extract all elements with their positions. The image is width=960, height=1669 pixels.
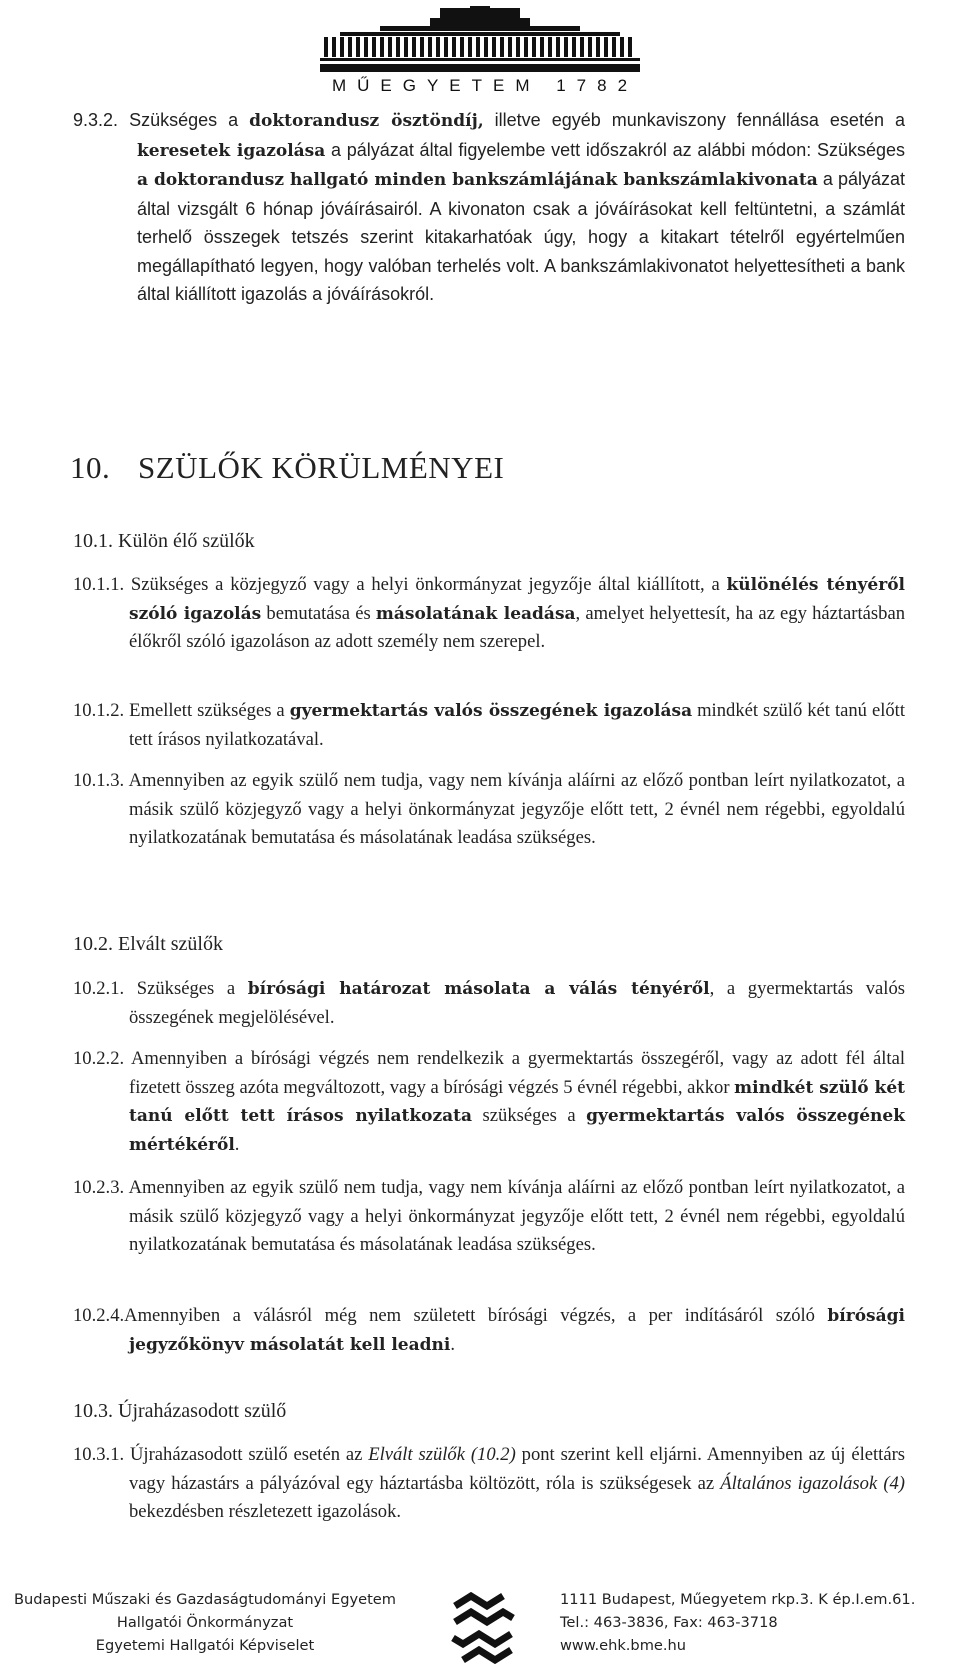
section-heading-10-2: 10.2. Elvált szülők: [73, 933, 223, 955]
bold-text: keresetek igazolása: [137, 140, 326, 161]
section-10-1-3: 10.1.3. Amennyiben az egyik szülő nem tudja, vagy nem kívánja aláírni az előző pontban leírt nyilatkozatot, a másik szülő közjegyző vagy a helyi önkormányzat jegyzője előtt tett, 2 évnél nem régebbi, egyoldalú nyilatkozatának bemutatása és másolatának leadása szükséges.: [73, 770, 905, 848]
section-heading-10-3: 10.3. Újraházasodott szülő: [73, 1400, 287, 1422]
section-10-2-3: 10.2.3. Amennyiben az egyik szülő nem tudja, vagy nem kívánja aláírni az előző pontban leírt nyilatkozatot, a másik szülő közjegyző vagy a helyi önkormányzat jegyzője előtt tett, 2 évnél nem régebbi, egyoldalú nyilatkozatának bemutatása és másolatának leadása szükséges.: [73, 1177, 905, 1255]
section-10-2-4: 10.2.4.Amennyiben a válásról még nem született bírósági végzés, a per indításáról szóló bírósági jegyzőkönyv másolatát kell leadni.: [73, 1305, 905, 1355]
section-10-2-1: 10.2.1. Szükséges a bírósági határozat másolata a válás tényéről, a gyermektartás valós összegének megjelölésével.: [73, 978, 905, 1028]
section-10-1-2: 10.1.2. Emellett szükséges a gyermektartás valós összegének igazolása mindkét szülő két tanú előtt tett írásos nyilatkozatával.: [73, 700, 905, 750]
logo-text: MŰEGYETEM 1782: [331, 76, 639, 95]
section-9-3-2: 9.3.2. Szükséges a doktorandusz ösztöndíj, illetve egyéb munkaviszony fennállása esetén a keresetek igazolása a pályázat által figyelembe vett időszakról az alábbi módon: Szükséges a doktorandusz hallgató minden bankszámlájának bankszámlakivonata a pályázat által vizsgált 6 hónap jóváírásairól. A kivonaton csak a jóváírásokat kell feltüntetni, a számlát terhelő összegek tetszés szerint kitakarhatóak úgy, hogy a kitakart tételről egyértelműen megállapítható legyen, hogy valóban terhelés volt. A bankszámlakivonatot helyettesítheti a bank által kiállított igazolás a jóváírásokról.: [73, 110, 906, 304]
reference-link-text: Elvált szülők (10.2): [368, 1444, 516, 1465]
footer-contact: 1111 Budapest, Műegyetem rkp.3. K ép.I.em.61. Tel.: 463-3836, Fax: 463-3718 www.ehk.bme.hu: [560, 1591, 916, 1654]
building-logo-icon: [320, 6, 640, 72]
chapter-heading: 10. SZÜLŐK KÖRÜLMÉNYEI: [70, 450, 505, 485]
bold-text: a doktorandusz hallgató minden bankszámlájának bankszámlakivonata: [137, 170, 818, 190]
reference-link-text: Általános igazolások (4): [720, 1472, 905, 1494]
section-number: 9.3.2.: [73, 110, 119, 130]
footer-organization: Budapesti Műszaki és Gazdaságtudományi Egyetem Hallgatói Önkormányzat Egyetemi Hallgatói Képviselet: [14, 1591, 396, 1654]
bold-text: doktorandusz ösztöndíj,: [249, 111, 484, 131]
page-footer: [0, 1588, 960, 1669]
ehk-logo-icon: [447, 1592, 519, 1664]
section-10-3-1: 10.3.1. Újraházasodott szülő esetén az Elvált szülők (10.2) pont szerint kell eljárni. Amennyiben az új élettárs vagy házastárs a pályázóval egy háztartásba költözött, róla is szükségesek az Általános igazolások (4) bekezdésben részletezett igazolások.: [73, 1444, 905, 1522]
university-logo: [320, 6, 640, 102]
section-10-1-1: 10.1.1. Szükséges a közjegyző vagy a helyi önkormányzat jegyzője által kiállított, a különélés tényéről szóló igazolás bemutatása és másolatának leadása, amelyet helyettesít, ha az egy háztartásban élőkről szóló igazoláson az adott személy nem szerepel.: [73, 574, 906, 652]
section-10-2-2: 10.2.2. Amennyiben a bírósági végzés nem rendelkezik a gyermektartás összegéről, vagy az adott fél által fizetett összeg azóta megváltozott, vagy a bírósági végzés 5 évnél régebbi, akkor mindkét szülő két tanú előtt tett írásos nyilatkozata szükséges a gyermektartás valós összegének mértékéről.: [73, 1048, 905, 1155]
section-heading-10-1: 10.1. Külön élő szülők: [73, 530, 255, 552]
